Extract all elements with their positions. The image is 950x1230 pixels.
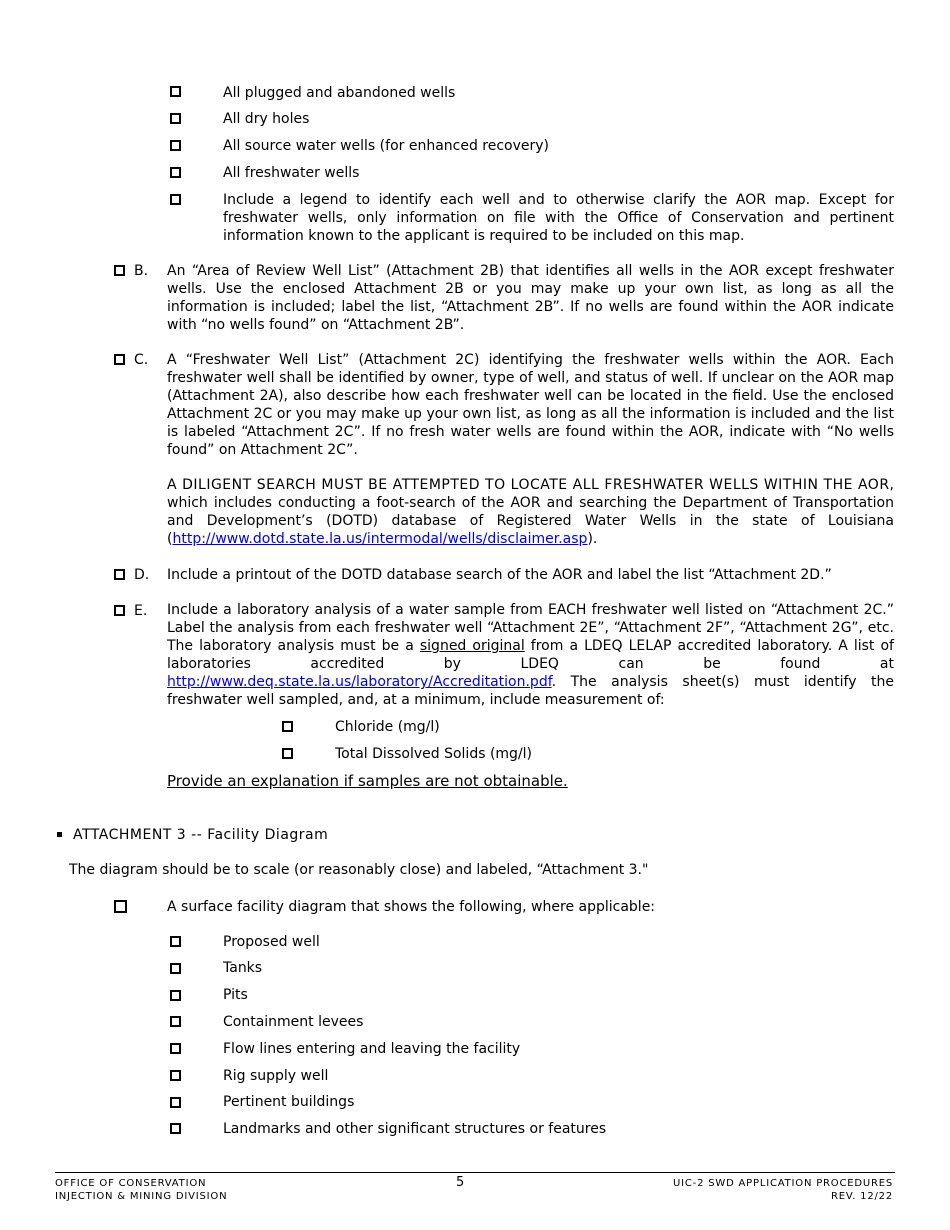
explanation-note: Provide an explanation if samples are not obtainable. (167, 772, 568, 790)
checkbox-pertinent-buildings[interactable] (170, 1097, 181, 1108)
footer-revision: REV. 12/22 (831, 1191, 893, 1202)
feature-containment-levees: Containment levees (223, 1014, 364, 1030)
item-b-letter: B. (134, 263, 149, 279)
list-item-plugged-wells: All plugged and abandoned wells (223, 85, 456, 101)
diligent-search-rest: , which includes conducting a foot-search of the AOR and searching the Department of Transportation and Development’s (DOTD) database of Registered Water Wells in the state of Louisiana ( (167, 477, 894, 547)
checkbox-legend[interactable] (170, 194, 181, 205)
item-e-letter: E. (134, 603, 148, 619)
list-item-dry-holes: All dry holes (223, 111, 310, 127)
checkbox-flow-lines[interactable] (170, 1043, 181, 1054)
checkbox-proposed-well[interactable] (170, 936, 181, 947)
feature-pertinent-buildings: Pertinent buildings (223, 1094, 355, 1110)
checkbox-rig-supply-well[interactable] (170, 1070, 181, 1081)
checkbox-tanks[interactable] (170, 963, 181, 974)
diligent-search-end: ). (587, 531, 598, 547)
diligent-search-paragraph (167, 476, 894, 548)
checkbox-item-c[interactable] (114, 354, 125, 365)
item-d-letter: D. (134, 567, 150, 583)
checkbox-source-water-wells[interactable] (170, 140, 181, 151)
measurement-chloride: Chloride (mg/l) (335, 719, 440, 735)
item-e-text (167, 601, 894, 709)
checkbox-tds[interactable] (282, 748, 293, 759)
diligent-search-caps: A DILIGENT SEARCH MUST BE ATTEMPTED TO LOCATE ALL FRESHWATER WELLS WITHIN THE AOR (167, 477, 890, 493)
item-e-text-part1: Include a laboratory analysis of a water sample from EACH freshwater well listed on “Attachment 2C.” Label the analysis from each freshwater well “Attachment 2E”, “Attachment 2F”, “Attachment 2G”, etc. The laboratory analysis must be a (167, 602, 894, 654)
surface-diagram-text: A surface facility diagram that shows the following, where applicable: (167, 899, 656, 915)
checkbox-landmarks[interactable] (170, 1123, 181, 1134)
list-item-source-water-wells: All source water wells (for enhanced recovery) (223, 138, 550, 154)
attachment-3-heading: ATTACHMENT 3 -- Facility Diagram (73, 827, 329, 843)
list-item-legend: Include a legend to identify each well and to otherwise clarify the AOR map. Except for freshwater wells, only information on file with the Office of Conservation and pertinent information known to the applicant is required to be included on this map. (223, 192, 894, 244)
feature-proposed-well: Proposed well (223, 934, 320, 950)
ldeq-link[interactable]: http://www.deq.state.la.us/laboratory/Accreditation.pdf (167, 674, 552, 690)
feature-rig-supply-well: Rig supply well (223, 1068, 329, 1084)
list-item-freshwater-wells: All freshwater wells (223, 165, 360, 181)
footer-procedures: UIC-2 SWD APPLICATION PROCEDURES (673, 1178, 893, 1189)
signed-original: signed original (419, 638, 525, 654)
feature-landmarks: Landmarks and other significant structures or features (223, 1121, 607, 1137)
footer-division: INJECTION & MINING DIVISION (55, 1191, 228, 1202)
item-c-text: A “Freshwater Well List” (Attachment 2C) identifying the freshwater wells within the AOR. Each freshwater well shall be identified by owner, type of well, and status of well. If unclear on the AOR map (Attachment 2A), also describe how each freshwater well can be located in the field. Use the enclosed Attachment 2C or you may make up your own list, as long as all the information is included and the list is labeled “Attachment 2C”. If no fresh water wells are found within the AOR, indicate with “No wells found” on Attachment 2C”. (167, 352, 894, 458)
attachment-3-intro: The diagram should be to scale (or reasonably close) and labeled, “Attachment 3." (69, 862, 649, 878)
item-c-letter: C. (134, 352, 149, 368)
feature-pits: Pits (223, 987, 248, 1003)
checkbox-freshwater-wells[interactable] (170, 167, 181, 178)
dotd-link[interactable]: http://www.dotd.state.la.us/intermodal/wells/disclaimer.asp (172, 531, 588, 547)
checkbox-containment-levees[interactable] (170, 1016, 181, 1027)
item-e-text-part3: . The analysis sheet(s) must identify the freshwater well sampled, and, at a minimum, include measurement of: (167, 674, 894, 708)
item-b-text: An “Area of Review Well List” (Attachment 2B) that identifies all wells in the AOR except freshwater wells. Use the enclosed Attachment 2B or you may make up your own list, as long as all the information is included; label the list, “Attachment 2B”. If no wells are found within the AOR indicate with “no wells found” on “Attachment 2B”. (167, 263, 894, 333)
feature-flow-lines: Flow lines entering and leaving the facility (223, 1041, 521, 1057)
footer-office: OFFICE OF CONSERVATION (55, 1178, 207, 1189)
measurement-tds: Total Dissolved Solids (mg/l) (335, 746, 533, 762)
checkbox-pits[interactable] (170, 990, 181, 1001)
feature-tanks: Tanks (223, 960, 263, 976)
page-number: 5 (456, 1175, 465, 1190)
item-d-text: Include a printout of the DOTD database search of the AOR and label the list “Attachment 2D.” (167, 567, 832, 583)
footer-divider (55, 1172, 895, 1173)
checkbox-plugged-wells[interactable] (170, 86, 181, 97)
checkbox-item-b[interactable] (114, 265, 125, 276)
checkbox-item-d[interactable] (114, 569, 125, 580)
bullet-icon (57, 832, 62, 837)
checkbox-chloride[interactable] (282, 721, 293, 732)
checkbox-surface-diagram[interactable] (114, 900, 127, 913)
checkbox-dry-holes[interactable] (170, 113, 181, 124)
item-e-text-part2: from a LDEQ LELAP accredited laboratory. A list of laboratories accredited by LDEQ can be found at (167, 638, 894, 672)
checkbox-item-e[interactable] (114, 605, 125, 616)
